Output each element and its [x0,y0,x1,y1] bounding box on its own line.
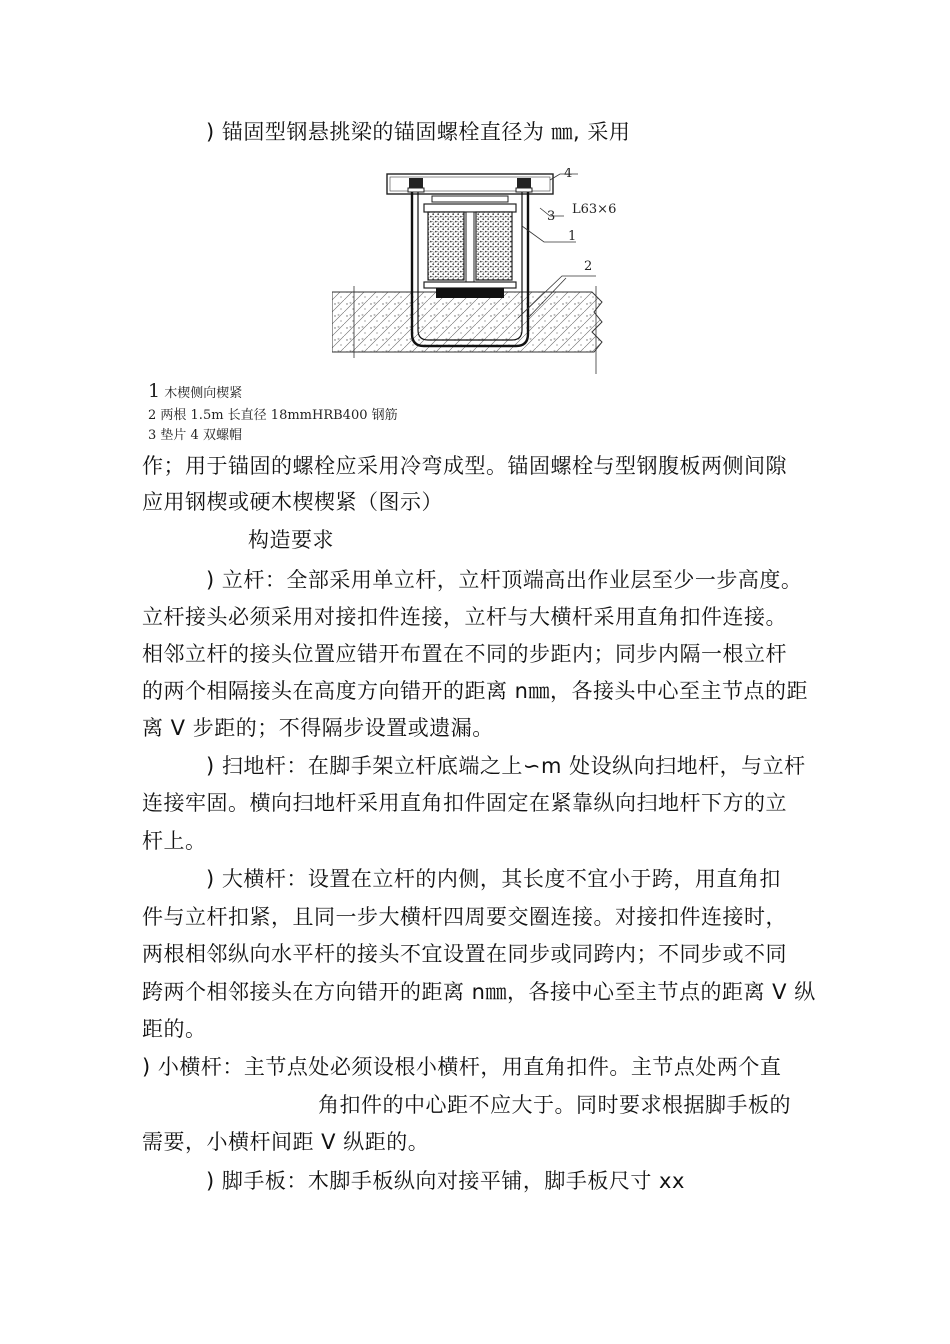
legend-item-2: 2 两根 1.5m 长直径 18mmHRB400 钢筋 [148,408,398,423]
anchor-bolt-detail-diagram [332,168,622,380]
body-line: ) 小横杆：主节点处必须设根小横杆，用直角扣件。主节点处两个直 [142,1055,782,1079]
callout-2: 2 [584,259,593,274]
double-nut-left [408,178,424,192]
callout-1: 1 [568,229,577,244]
body-line: 应用钢楔或硬木楔楔紧（图示） [142,490,443,514]
body-line: 作；用于锚固的螺栓应采用冷弯成型。锚固螺栓与型钢腹板两侧间隙 [142,454,787,478]
intro-line: ) 锚固型钢悬挑梁的锚固螺栓直径为 ㎜, 采用 [206,120,631,144]
timber-wedge-right [476,212,512,280]
body-line: 角扣件的中心距不应大于。同时要求根据脚手板的 [318,1093,791,1117]
body-line: 需要，小横杆间距 V 纵距的。 [142,1130,430,1154]
legend-item-3: 3 垫片 4 双螺帽 [148,428,242,443]
body-line: 件与立杆扣紧，且同一步大横杆四周要交圈连接。对接扣件连接时， [142,905,787,929]
body-line: 的两个相隔接头在高度方向错开的距离 n㎜，各接头中心至主节点的距 [142,679,808,703]
body-line: 相邻立杆的接头位置应错开布置在不同的步距内；同步内隔一根立杆 [142,642,787,666]
body-line: ) 大横杆：设置在立杆的内侧，其长度不宜小于跨，用直角扣 [206,867,781,891]
legend-item-1-text: 木楔侧向楔紧 [160,386,243,401]
callout-4: 4 [564,168,573,181]
timber-wedge-left [428,212,464,280]
callout-3: 3 [547,209,556,224]
base-pad [436,288,504,298]
body-line: ) 扫地杆：在脚手架立杆底端之上∽m 处设纵向扫地杆，与立杆 [206,754,806,778]
body-line: 立杆接头必须采用对接扣件连接，立杆与大横杆采用直角扣件连接。 [142,605,787,629]
section-heading: 构造要求 [248,528,334,552]
double-nut-right [516,178,532,192]
body-line: ) 脚手板：木脚手板纵向对接平铺，脚手板尺寸 xx [206,1169,685,1193]
legend-item-1 [148,380,243,402]
washer [432,196,508,202]
concrete-slab [332,292,602,352]
body-line: 杆上。 [142,829,207,853]
body-line: 连接牢固。横向扫地杆采用直角扣件固定在紧靠纵向扫地杆下方的立 [142,791,787,815]
body-line: 两根相邻纵向水平杆的接头不宜设置在同步或同跨内；不同步或不同 [142,942,787,966]
body-line: 距的。 [142,1017,207,1041]
body-line: 跨两个相邻接头在方向错开的距离 n㎜，各接中心至主节点的距离 V 纵 [142,980,816,1004]
callout-angle: L63×6 [572,202,617,217]
body-line: 离 V 步距的；不得隔步设置或遗漏。 [142,716,494,740]
body-line: ) 立杆：全部采用单立杆，立杆顶端高出作业层至少一步高度。 [206,568,803,592]
legend-item-1-number: 1 [148,380,161,402]
